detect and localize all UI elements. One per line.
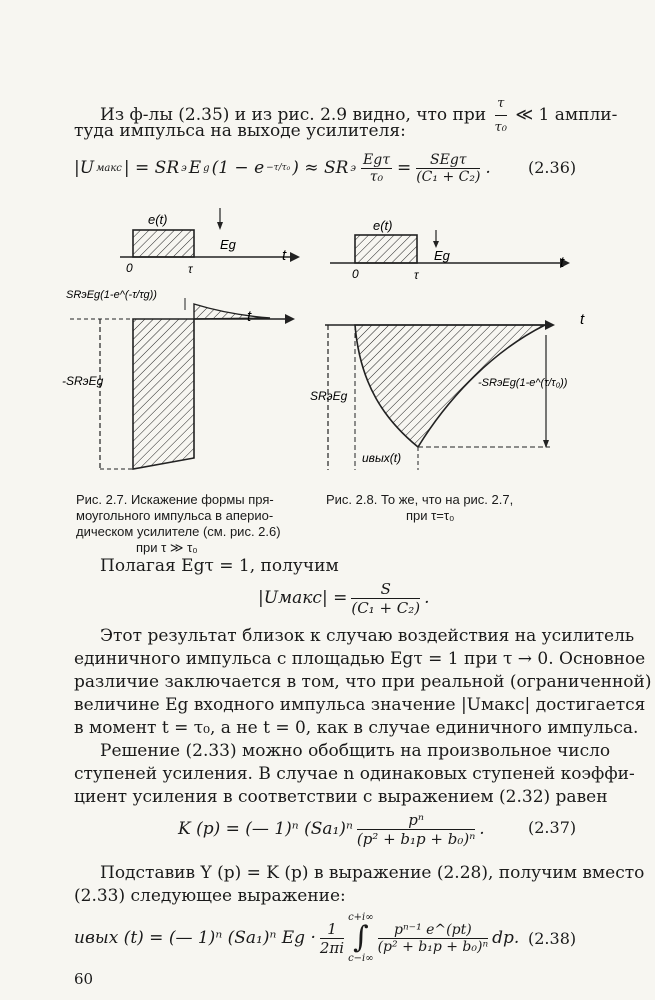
fig28-eg-label: Eg [434, 248, 450, 263]
fig27-output [70, 298, 295, 469]
fig27-t-label: t [282, 247, 287, 264]
fig27-tau: τ [188, 262, 193, 276]
fig28-tau: τ [414, 268, 419, 282]
eq236-fraction-1 [361, 152, 392, 185]
equation-2-36: |U макс | = SR э E g (1 − e −τ/τ₀ ) ≈ SR э $\frac{\text{Egτ}}{\text{τ₀}}$ = $\frac{\text{SEgτ}}{\text{(C₁ + C₂)}}$ . [74, 151, 491, 185]
fig27-eg-label: Eg [220, 237, 236, 252]
figure-2-8 [310, 200, 600, 480]
eq236-equals: = [396, 158, 412, 178]
eq238-f-den: 2πi [319, 938, 345, 957]
equation-2-38 [74, 910, 519, 966]
eq238-int-bot: c−i∞ [348, 953, 374, 964]
fig28-caption-line: при τ=τ₀ [406, 508, 455, 523]
fig28-output [325, 320, 555, 470]
eqb-den: (C₁ + C₂) [351, 598, 421, 617]
fig28-amp-label: SRэEg [310, 389, 348, 403]
eq238-den: (p² + b₁p + b₀)ⁿ [377, 938, 489, 955]
fig28-caption [326, 492, 576, 524]
eq236-lhs-end: | = SR [123, 158, 180, 178]
fig27-caption-line: дическом усилителе (см. рис. 2.6) [76, 524, 281, 539]
eqb-num: S [351, 580, 420, 599]
paragraph-line: циент усиления в соответствии с выражением (2.32) равен [74, 787, 608, 807]
eq237-lhs: K (p) = (— 1)ⁿ (Sa₁)ⁿ [178, 819, 353, 839]
fig28-input-pulse [330, 230, 570, 268]
fig27-input-pulse [120, 208, 300, 262]
paragraph-line: Решение (2.33) можно обобщить на произвольное число [100, 741, 611, 761]
eq238-end: dp. [492, 928, 520, 948]
fig28-t-label: t [560, 254, 565, 271]
eq237-end: . [479, 819, 485, 839]
eq236-lhs: |U [74, 158, 95, 178]
intro-line-2: туда импульса на выходе усилителя: [74, 121, 406, 141]
fig27-decay-label: SRэEg(1-e^(-τ/τg)) [66, 289, 157, 301]
paragraph-line: единичного импульса с площадью Egτ = 1 при τ → 0. Основное [74, 649, 646, 669]
eq236-fraction-2 [416, 152, 480, 185]
paragraph-1 [74, 625, 652, 740]
eq236-f2-num: SEgτ [416, 152, 480, 169]
paragraph-line: ступеней усиления. В случае n одинаковых ступеней коэффи- [74, 764, 635, 784]
eq236-lhs-sub: макс [96, 162, 122, 174]
eq236-number: (2.36) [528, 158, 577, 177]
paragraph-line: (2.33) следующее выражение: [74, 886, 346, 906]
condition-numerator: τ [495, 92, 507, 116]
fig28-caption-line: Рис. 2.8. То же, что на рис. 2.7, [326, 492, 514, 507]
paragraph-3 [74, 862, 645, 908]
condition-relation: ≪ 1 ампли- [515, 105, 618, 125]
fig28-t2-label: t [580, 311, 585, 328]
fig28-e-label: e(t) [373, 218, 393, 233]
fig27-zero: 0 [126, 261, 133, 275]
fig28-u-label: uвых(t) [362, 451, 402, 465]
fig27-caption-line: при τ ≫ τ₀ [136, 540, 198, 555]
eq236-f1-den: τ₀ [369, 168, 384, 185]
condition-fraction [495, 92, 507, 139]
fig28-decay-label: -SRэEg(1-e^(τ/τ₀)) [478, 377, 568, 389]
fig27-caption [76, 492, 316, 556]
eq238-integral: c+i∞ ∫ c−i∞ [348, 912, 374, 964]
intro-text: Из ф-лы (2.35) и из рис. 2.9 видно, что при [100, 105, 487, 125]
page-number: 60 [74, 970, 94, 988]
fig27-caption-line: Рис. 2.7. Искажение формы пря- [76, 492, 274, 507]
fig28-zero: 0 [352, 267, 359, 281]
eq236-sub-e: э [181, 162, 187, 174]
eq236-f2-den: (C₁ + C₂) [416, 168, 481, 185]
eq236-f1-num: Egτ [363, 151, 390, 168]
eq237-num: pⁿ [357, 811, 475, 830]
eq238-int-top: c+i∞ [348, 912, 374, 923]
eq236-approx: ) ≈ SR [292, 158, 349, 178]
eq238-fraction [378, 922, 489, 955]
paragraph-line: различие заключается в том, что при реальной (ограниченной) [74, 672, 652, 692]
fig27-t2-label: t [247, 308, 252, 325]
figure-2-7 [60, 200, 315, 485]
fig27-e-label: e(t) [148, 212, 168, 227]
paragraph-line: Подставив Y (p) = K (p) в выражение (2.28), получим вместо [100, 863, 645, 883]
equation-umaks [258, 578, 430, 618]
eq237-den: (p² + b₁p + b₀)ⁿ [356, 829, 476, 848]
eq236-exponent: −τ/τ₀ [266, 163, 291, 173]
eqb-fraction [351, 580, 420, 617]
eq237-fraction [357, 811, 475, 848]
body-pola-line: Полагая Egτ = 1, получим [100, 556, 339, 576]
eq238-factor [320, 920, 344, 957]
condition-denominator: τ₀ [494, 120, 507, 135]
eq238-number: (2.38) [528, 929, 577, 948]
eq237-number: (2.37) [528, 818, 577, 837]
eq238-num: pⁿ⁻¹ e^(pt) [378, 922, 489, 939]
eq238-lhs: uвых (t) = (— 1)ⁿ (Sa₁)ⁿ Eg · [74, 928, 316, 948]
paragraph-line: величине Eg входного импульса значение |Uмакс| достигается [74, 695, 646, 715]
eq238-f-num: 1 [320, 920, 344, 939]
eq236-paren: (1 − e [211, 158, 265, 178]
paragraph-line: в момент t = τ₀, а не t = 0, как в случае единичного импульса. [74, 718, 639, 738]
eq236-sub-g: g [203, 162, 210, 174]
equation-2-37 [178, 808, 485, 850]
fig27-caption-line: моугольного импульса в аперио- [76, 508, 274, 523]
eqb-lhs: |Uмакс| = [258, 588, 348, 608]
paragraph-2 [74, 740, 635, 809]
paragraph-line: Этот результат близок к случаю воздействия на усилитель [100, 626, 635, 646]
fig27-amp-label: -SRэEg [62, 374, 104, 388]
eqb-end: . [424, 588, 430, 608]
eq236-eg: E [188, 158, 202, 178]
